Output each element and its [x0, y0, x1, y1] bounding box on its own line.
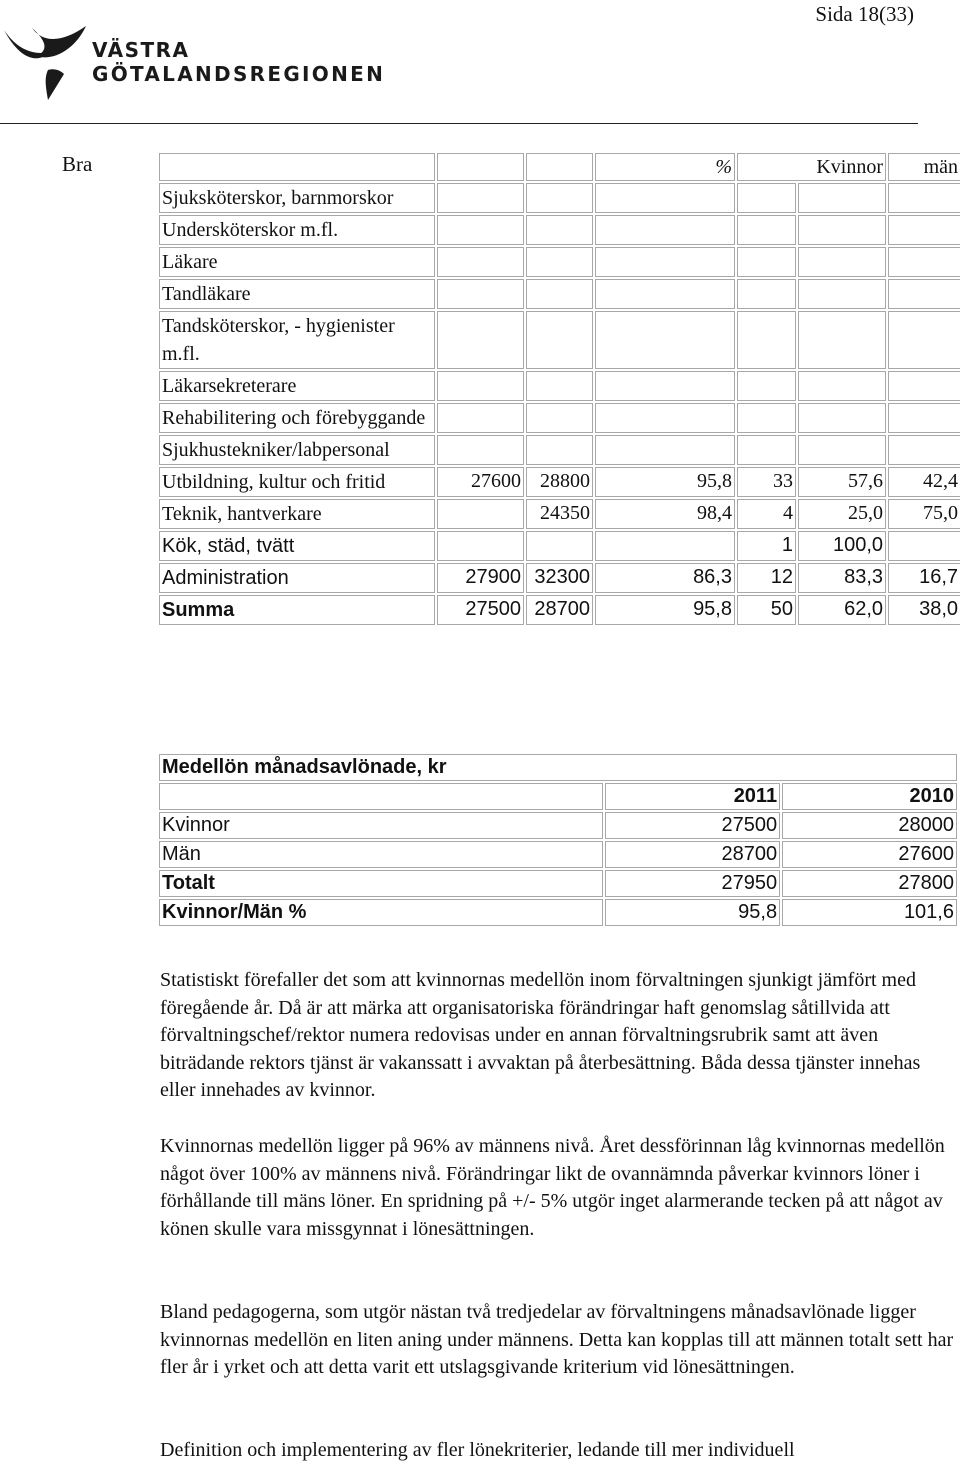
table-row — [159, 371, 960, 401]
row-label: Kvinnor/Män % — [159, 899, 603, 926]
table-row — [159, 311, 960, 369]
table-row — [159, 247, 960, 277]
paragraph-2: Kvinnornas medellön ligger på 96% av männens nivå. Året dessförinnan låg kvinnornas medellön något över 100% av männens nivå. Förändringar likt de ovannämnda påverkar kvinnors löner i förhållande till mäns löner. En spridning på +/- 5% utgör inget alarmerande tecken på att något av könen skulle vara missgynnat i lönesättningen. — [160, 1135, 945, 1240]
table-row: Kvinnor/Män % 95,8 101,6 — [159, 899, 957, 926]
row-label: Undersköterskor m.fl. — [159, 215, 435, 245]
row-label: Sjukhustekniker/labpersonal — [159, 435, 435, 465]
row-label: Läkare — [159, 247, 435, 277]
table-row: Teknik, hantverkare 24350 98,4 4 25,0 75,0 — [159, 499, 960, 529]
page-number: Sida 18(33) — [815, 2, 914, 26]
table-title-row — [159, 754, 957, 781]
logo — [2, 22, 386, 102]
row-label: Teknik, hantverkare — [159, 499, 435, 529]
paragraph-3: Bland pedagogerna, som utgör nästan två tredjedelar av förvaltningens månadsavlönade ligger kvinnornas medellön en liten aning under männens. Detta kan kopplas till att männen totalt sett har fler år i yrket och att detta varit ett utslagsgivande kriterium vid lönesättningen. — [160, 1301, 954, 1379]
header-rule — [0, 123, 918, 124]
logo-line-2: GÖTALANDSREGIONEN — [92, 62, 386, 86]
header-man: män — [888, 153, 960, 181]
year-2011-header: 2011 — [605, 783, 780, 810]
row-label: Kvinnor — [159, 812, 603, 839]
occupation-table — [157, 151, 960, 627]
row-label: Rehabilitering och förebyggande — [159, 403, 435, 433]
table-row — [159, 403, 960, 433]
table-row — [159, 435, 960, 465]
header-percent: % — [595, 153, 735, 181]
side-label: Bra — [62, 152, 93, 176]
row-label: Utbildning, kultur och fritid — [159, 467, 435, 497]
table-header-row — [159, 783, 957, 810]
row-label: Sjuksköterskor, barnmorskor — [159, 183, 435, 213]
row-label: Män — [159, 841, 603, 868]
paragraph-4: Definition och implementering av fler lönekriterier, ledande till mer individuell — [160, 1439, 795, 1461]
average-salary-table — [157, 752, 959, 928]
paragraph-1: Statistiskt förefaller det som att kvinnornas medellön inom förvaltningen sjunkigt jämfört med föregående år. Då är att märka att organisatoriska förändringar haft genomslag såtillvida att förvaltningschef/rektor numera redovisas under en annan förvaltningsrubrik samt att även biträdande rektors tjänst är vakanssatt i avvaktan på återbesättning. Båda dessa tjänster innehas eller innehades av kvinnor. — [160, 969, 921, 1102]
row-label: Summa — [159, 595, 435, 625]
row-label: Totalt — [159, 870, 603, 897]
table-row — [159, 183, 960, 213]
average-salary-title: Medellön månadsavlönade, kr — [159, 754, 957, 781]
table-row — [159, 279, 960, 309]
year-2010-header: 2010 — [782, 783, 957, 810]
logo-emblem-icon — [2, 22, 88, 102]
logo-line-1: VÄSTRA — [92, 38, 190, 62]
row-label: Tandläkare — [159, 279, 435, 309]
table-row: Kök, städ, tvätt 1 100,0 — [159, 531, 960, 561]
table-row: Kvinnor 27500 28000 — [159, 812, 957, 839]
table-row: Administration 27900 32300 86,3 12 83,3 16,7 — [159, 563, 960, 593]
table-header-row — [159, 153, 960, 181]
table-row: Utbildning, kultur och fritid 27600 28800 95,8 33 57,6 42,4 — [159, 467, 960, 497]
table-row: Män 28700 27600 — [159, 841, 957, 868]
row-label: Administration — [159, 563, 435, 593]
table-row — [159, 215, 960, 245]
header-kvinnor: Kvinnor — [737, 153, 886, 181]
row-label: Läkarsekreterare — [159, 371, 435, 401]
table-total-row: Summa 27500 28700 95,8 50 62,0 38,0 — [159, 595, 960, 625]
row-label: Tandsköterskor, - hygienister m.fl. — [159, 311, 435, 369]
table-row: Totalt 27950 27800 — [159, 870, 957, 897]
row-label: Kök, städ, tvätt — [159, 531, 435, 561]
